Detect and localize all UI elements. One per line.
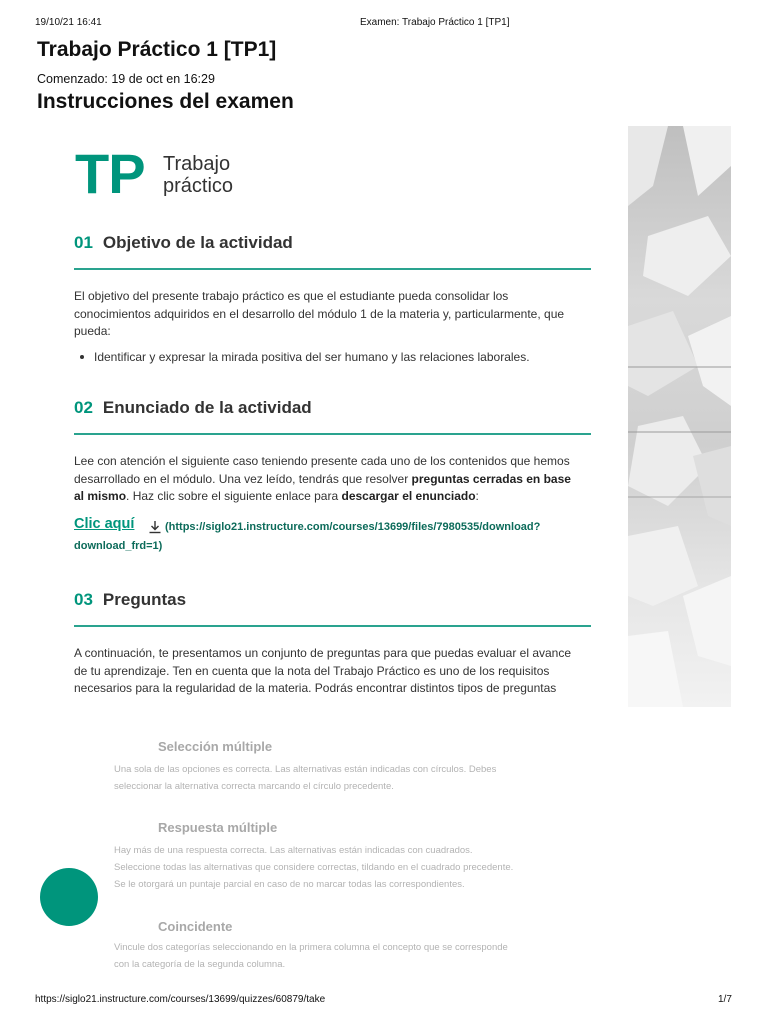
text-line: Seleccione todas las alternativas que considere correctas, tildando en el cuadrado precedente.: [114, 862, 514, 873]
tp-logo-abbr: TP: [75, 142, 145, 205]
section-number: 02: [74, 398, 93, 417]
question-type-title: Coincidente: [158, 919, 233, 934]
bullet-icon: [80, 355, 84, 359]
text-span: . Haz clic sobre el siguiente enlace para: [126, 489, 342, 503]
download-icon[interactable]: [148, 520, 162, 534]
section-number: 01: [74, 233, 93, 252]
text-line: necesarios para la regularidad de la materia. Podrás encontrar distintos tipos de preguntas: [74, 681, 557, 695]
question-type-title: Selección múltiple: [158, 739, 273, 754]
quiz-title: Trabajo Práctico 1 [TP1]: [37, 38, 277, 61]
section-divider: [74, 268, 591, 270]
decorative-circle: [40, 868, 98, 926]
instructions-heading: Instrucciones del examen: [37, 90, 294, 113]
download-url-part1[interactable]: (https://siglo21.instructure.com/courses/13699/files/7980535/download?: [165, 521, 541, 533]
download-url-part2[interactable]: download_frd=1): [74, 540, 163, 552]
decorative-side-image: [628, 126, 731, 707]
tp-logo-line1: Trabajo: [163, 153, 231, 175]
text-line: Se le otorgará un puntaje parcial en caso de no marcar todas las correspondientes.: [114, 879, 465, 890]
print-page-count: 1/7: [718, 994, 732, 1005]
section-02-heading: [74, 398, 312, 418]
text-line: Vincule dos categorías seleccionando en la primera columna el concepto que se corresponde: [114, 942, 508, 953]
print-page-title: Examen: Trabajo Práctico 1 [TP1]: [360, 17, 510, 28]
text-bold: preguntas cerradas en base: [411, 471, 571, 486]
text-line: [74, 488, 594, 506]
section-03-heading: [74, 590, 186, 610]
print-footer-url: https://siglo21.instructure.com/courses/13699/quizzes/60879/take: [35, 994, 326, 1005]
section-03-text: [74, 645, 594, 698]
section-title: Objetivo de la actividad: [102, 233, 293, 252]
section-01-heading: [74, 233, 293, 253]
question-type-title: Respuesta múltiple: [158, 820, 278, 835]
text-bold: descargar el enunciado: [341, 489, 476, 503]
tp-logo-line2: práctico: [163, 175, 234, 197]
text-line: pueda:: [74, 324, 111, 338]
section-02-text: [74, 453, 594, 506]
text-line: seleccionar la alternativa correcta marcando el círculo precedente.: [114, 781, 394, 792]
text-line: con la categoría de la segunda columna.: [114, 959, 286, 970]
quiz-started: Comenzado: 19 de oct en 16:29: [37, 72, 215, 86]
section-number: 03: [74, 590, 93, 609]
text-line: Lee con atención el siguiente caso teniendo presente cada uno de los contenidos que hemos: [74, 454, 570, 468]
text-bold: al mismo: [74, 489, 127, 503]
section-title: Preguntas: [102, 590, 187, 609]
question-type-description: [114, 842, 513, 893]
text-line: conocimientos adquiridos en el desarrollo del módulo 1 de la materia y, particularmente, que: [74, 306, 565, 321]
question-type-description: [114, 939, 508, 973]
text-span: :: [475, 489, 479, 503]
text-line: Una sola de las opciones es correcta. Las alternativas están indicadas con círculos. Debes: [114, 764, 497, 775]
print-datetime: 19/10/21 16:41: [35, 17, 102, 28]
section-01-text: [74, 288, 594, 341]
download-link[interactable]: Clic aquí: [74, 516, 135, 532]
section-divider: [74, 625, 591, 627]
section-title: Enunciado de la actividad: [102, 398, 312, 417]
text-line: El objetivo del presente trabajo práctico es que el estudiante pueda consolidar los: [74, 289, 509, 303]
tp-logo-text: [163, 153, 233, 197]
text-span: desarrollado en el módulo. Una vez leído, tendrás que resolver: [74, 471, 412, 486]
text-line: de tu aprendizaje. Ten en cuenta que la nota del Trabajo Práctico es uno de los requisitos: [74, 663, 550, 678]
text-line: Hay más de una respuesta correcta. Las alternativas están indicadas con cuadrados.: [114, 845, 473, 856]
question-type-description: [114, 761, 496, 795]
section-divider: [74, 433, 591, 435]
text-line: [74, 471, 594, 489]
list-item-text: Identificar y expresar la mirada positiva del ser humano y las relaciones laborales.: [94, 350, 530, 364]
text-line: A continuación, te presentamos un conjunto de preguntas para que puedas evaluar el avance: [74, 646, 572, 660]
list-item: [80, 350, 530, 364]
